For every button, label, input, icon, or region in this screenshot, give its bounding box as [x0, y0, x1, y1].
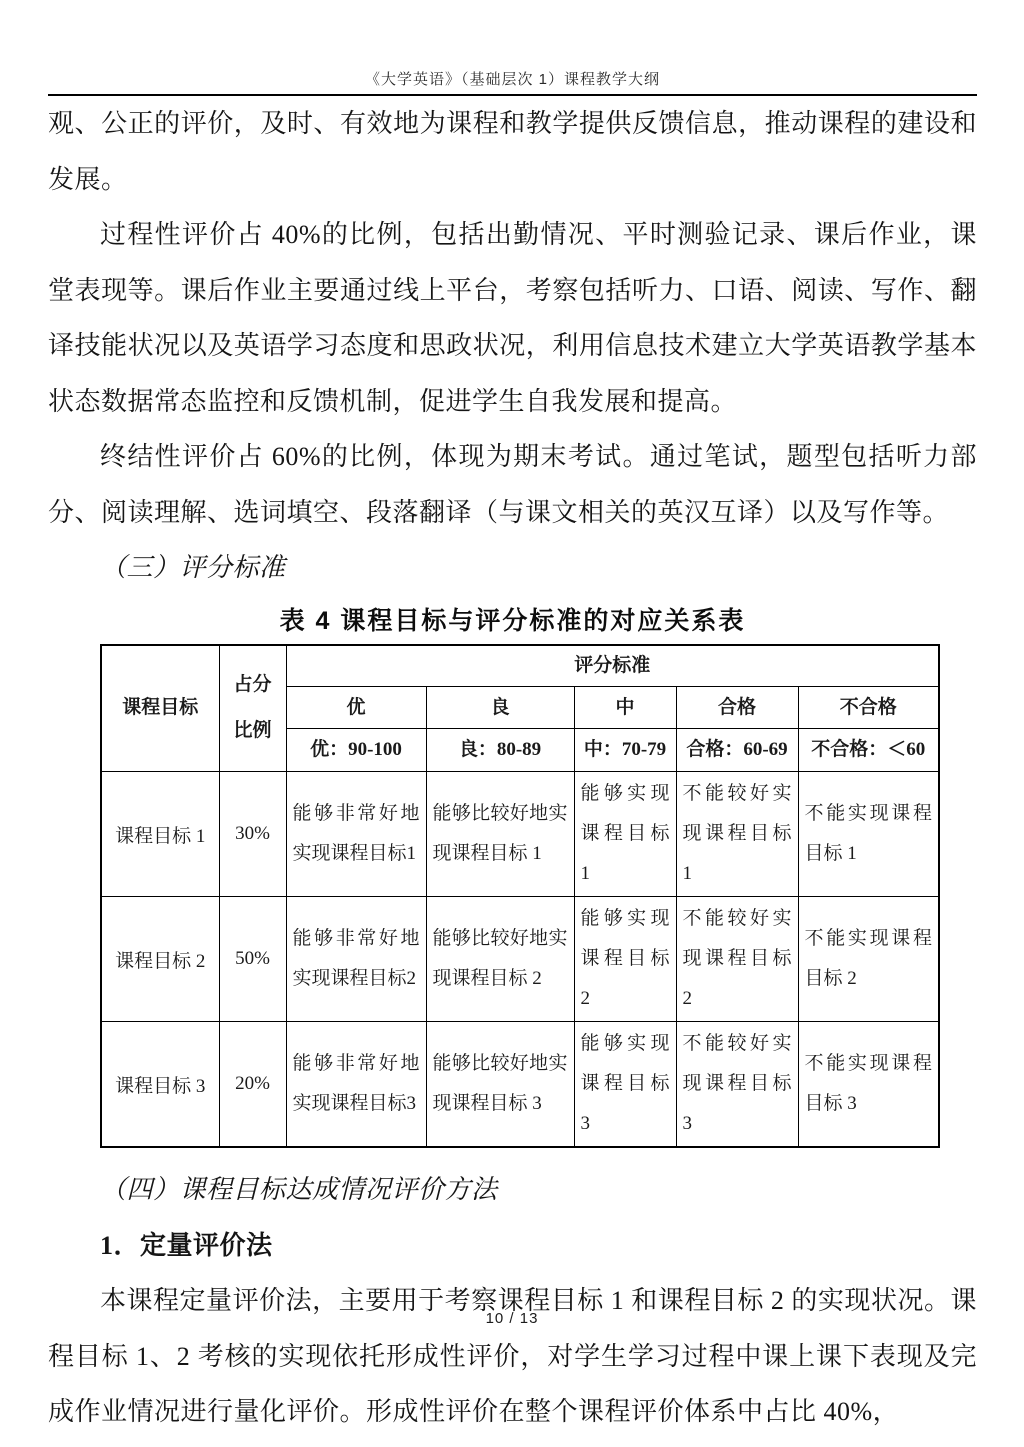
desc-cell: 能够实现课程目标 2	[574, 897, 676, 1022]
desc-cell: 能够比较好地实现课程目标 1	[426, 772, 574, 897]
header-weight-line1: 占分	[233, 674, 272, 696]
header-weight	[219, 645, 286, 772]
desc-cell: 能够比较好地实现课程目标 3	[426, 1022, 574, 1148]
header-course-goal: 课程目标	[101, 645, 219, 772]
header-level-excellent: 优	[286, 687, 426, 729]
header-range-excellent: 优：90-100	[286, 729, 426, 772]
goal-cell: 课程目标 1	[101, 772, 219, 897]
header-level-medium: 中	[574, 687, 676, 729]
header-grading-standard: 评分标准	[286, 645, 939, 687]
table-caption: 表 4 课程目标与评分标准的对应关系表	[279, 606, 746, 635]
desc-cell: 能够非常好地实现课程目标3	[286, 1022, 426, 1148]
body-text	[48, 96, 977, 596]
table-header-row-1	[101, 645, 939, 687]
desc-cell: 不能较好实现课程目标 2	[676, 897, 798, 1022]
goal-cell: 课程目标 2	[101, 897, 219, 1022]
paragraph-7: 本课程定量评价法，主要用于考察课程目标 1 和课程目标 2 的实现状况。课程目标 1、2 考核的实现依托形成性评价，对学生学习过程中课上课下表现及完成作业情况进行量化评价。形成性评价在整个课程评价体系中占比 40%，	[48, 1286, 977, 1426]
weight-cell: 20%	[219, 1022, 286, 1148]
subsection-heading-quantitative: 1．定量评价法	[100, 1230, 273, 1260]
desc-cell: 不能实现课程目标 2	[798, 897, 939, 1022]
header-level-pass: 合格	[676, 687, 798, 729]
page-content	[48, 0, 977, 1440]
header-weight-line2: 比例	[233, 720, 272, 742]
header-range-pass: 合格：60-69	[676, 729, 798, 772]
paragraph-2: 过程性评价占 40%的比例，包括出勤情况、平时测验记录、课后作业，课堂表现等。课后作业主要通过线上平台，考察包括听力、口语、阅读、写作、翻译技能状况以及英语学习态度和思政状况，利用信息技术建立大学英语教学基本状态数据常态监控和反馈机制，促进学生自我发展和提高。	[48, 220, 977, 416]
weight-cell: 30%	[219, 772, 286, 897]
header-range-good: 良：80-89	[426, 729, 574, 772]
header-range-fail: 不合格：＜60	[798, 729, 939, 772]
goal-cell: 课程目标 3	[101, 1022, 219, 1148]
grading-standards-table	[100, 644, 940, 1149]
table-row-goal-1	[101, 772, 939, 897]
running-header-title: 《大学英语》（基础层次 1）课程教学大纲	[364, 71, 660, 88]
desc-cell: 能够实现课程目标 1	[574, 772, 676, 897]
table-row-goal-3	[101, 1022, 939, 1148]
section-heading-4: （四）课程目标达成情况评价方法	[100, 1175, 498, 1204]
desc-cell: 不能实现课程目标 3	[798, 1022, 939, 1148]
desc-cell: 不能较好实现课程目标 3	[676, 1022, 798, 1148]
paragraph-3: 终结性评价占 60%的比例，体现为期末考试。通过笔试，题型包括听力部分、阅读理解、选词填空、段落翻译（与课文相关的英汉互译）以及写作等。	[48, 442, 977, 527]
header-level-fail: 不合格	[798, 687, 939, 729]
desc-cell: 能够比较好地实现课程目标 2	[426, 897, 574, 1022]
page-number: 10 / 13	[485, 1310, 539, 1327]
desc-cell: 能够实现课程目标 3	[574, 1022, 676, 1148]
body-text-after-table	[48, 1162, 977, 1440]
desc-cell: 能够非常好地实现课程目标1	[286, 772, 426, 897]
desc-cell: 能够非常好地实现课程目标2	[286, 897, 426, 1022]
section-heading-3: （三）评分标准	[100, 553, 286, 582]
running-header	[48, 0, 977, 96]
header-level-good: 良	[426, 687, 574, 729]
table-row-goal-2	[101, 897, 939, 1022]
desc-cell: 不能较好实现课程目标 1	[676, 772, 798, 897]
weight-cell: 50%	[219, 897, 286, 1022]
paragraph-1: 观、公正的评价，及时、有效地为课程和教学提供反馈信息，推动课程的建设和发展。	[48, 109, 977, 194]
desc-cell: 不能实现课程目标 1	[798, 772, 939, 897]
header-range-medium: 中：70-79	[574, 729, 676, 772]
